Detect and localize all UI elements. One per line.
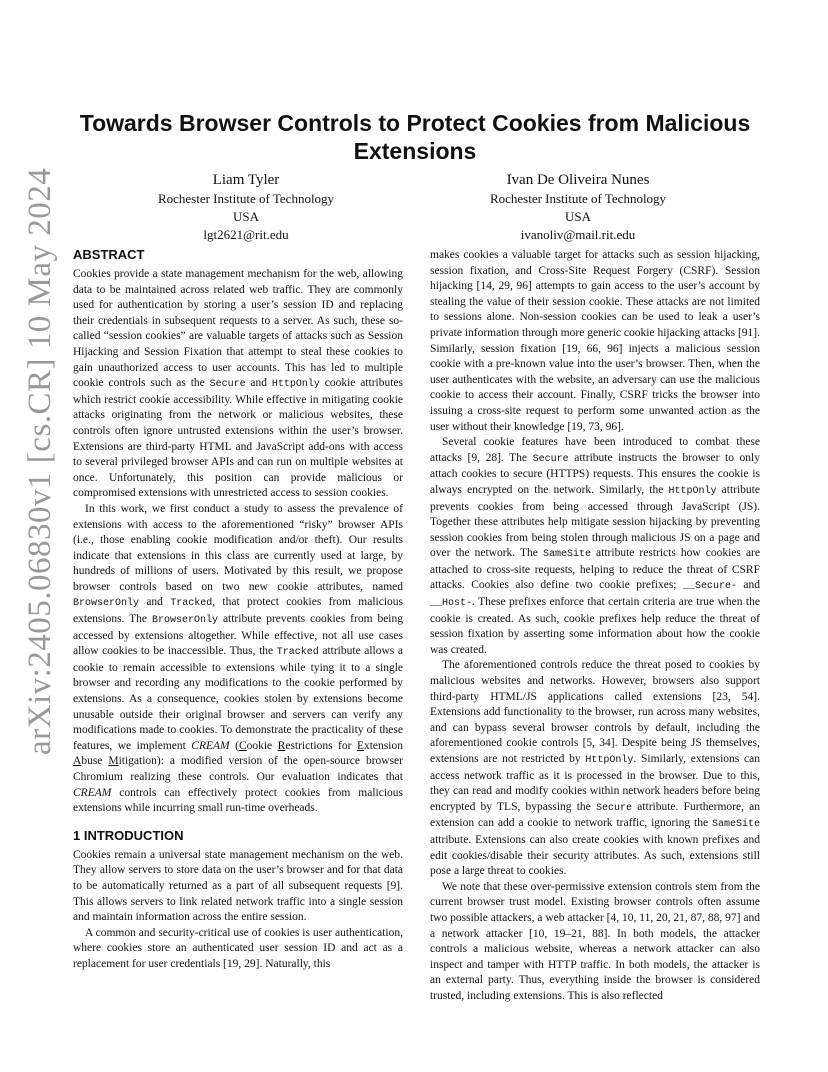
right-paragraph-1: makes cookies a valuable target for attacks such as session hijacking, session fixation, and Cross-Site Request Forgery (CSRF). Session hijacking [14, 29, 96] attempts to gain access to the user’s account by stealing the value of their session cookie. These attacks are not limited to sessions alone. Non-session cookies can be used to leak a user’s private information through more generic cookie hijacking attacks [91]. Similarly, session fixation [19, 66, 96] injects a malicious session cookie with a pre-known value into the user’s browser. Then, when the user authenticates with the website, an adversary can use the malicious cookie to access their account. Finally, CSRF tricks the browser into issuing a cross-site request to perform some unwanted action as the user without their knowledge [19, 73, 96]. bbox=[430, 249, 760, 433]
arxiv-id-text: arXiv:2405.06830v1 [cs.CR] 10 May 2024 bbox=[22, 167, 58, 755]
right-column bbox=[430, 248, 760, 1005]
paper-title: Towards Browser Controls to Protect Cookies from Malicious Extensions bbox=[79, 110, 751, 164]
author-name: Ivan De Oliveira Nunes bbox=[506, 172, 650, 188]
abstract-paragraph-2: In this work, we first conduct a study to assess the prevalence of extensions with access to the aforementioned “risky” browser APIs (i.e., those enabling cookie modification and/or theft). Our results indicate that extensions in this class are currently used at large, by hundreds of millions of users. Motivated by this result, we propose browser controls based on two new cookie attributes, named BrowserOnly and Tracked, that protect cookies from malicious extensions. The BrowserOnly attribute prevents cookies from being accessed by extensions altogether. While effective, not all use cases allow cookies to be inaccessible. Thus, the Tracked attribute allows a cookie to remain accessible to extensions while tying it to a single browser and recording any modifications to the cookie performed by extensions. As a consequence, cookies stolen by extensions become unusable outside their original browser and servers can verify any modifications made to cookies. To demonstrate the practicality of these features, we implement CREAM (Cookie Restrictions for Extension Abuse Mitigation): a modified version of the open-source browser Chromium realizing these controls. Our evaluation indicates that CREAM controls can effectively protect cookies from malicious extensions while incurring small run-time overheads. bbox=[73, 502, 404, 815]
arxiv-watermark bbox=[22, 167, 62, 755]
author-email: ivanoliv@mail.rit.edu bbox=[520, 227, 636, 242]
right-paragraph-2: Several cookie features have been introduced to combat these attacks [9, 28]. The Secure attribute instructs the browser to only attach cookies to secure (HTTPS) requests. This ensures the cookie is always encrypted on the network. Similarly, the HttpOnly attribute prevents cookies from being accessed through JavaScript (JS). Together these attributes help mitigate session hijacking by preventing session cookies from being stolen through malicious JS on a page and over the network. The SameSite attribute restricts how cookies are attached to cross-site requests, helping to reduce the threat of CSRF attacks. Cookies also define two cookie prefixes; __Secure- and __Host-. These prefixes enforce that certain criteria are true when the cookie is created. As such, cookie prefixes help reduce the threat of session fixation by asserting some information about how the cookie was created. bbox=[430, 436, 760, 656]
author-email: lgt2621@rit.edu bbox=[203, 227, 289, 242]
author-affiliation: Rochester Institute of Technology bbox=[157, 191, 335, 206]
right-paragraph-4: We note that these over-permissive extension controls stem from the current browser trust model. Existing browser controls often assume two possible attackers, a web attacker [4, 10, 11, 20, 21, 87, 88, 97] and a network attacker [10, 19–21, 88]. In both models, the attacker controls a malicious website, whereas a network attacker can also inspect and tamper with HTTP traffic. In both models, the attacker is an external party. Thus, everything inside the browser is considered trusted, including extensions. This is also reflected bbox=[430, 880, 760, 1002]
right-paragraph-3: The aforementioned controls reduce the threat posed to cookies by malicious websites and networks. However, browsers also support third-party HTML/JS applications called extensions [23, 54]. Extensions add functionality to the browser, run across many websites, and can bypass several browser controls by default, including the aforementioned cookie controls [5, 34]. Despite being JS themselves, extensions are not restricted by HttpOnly. Similarly, extensions can access network traffic as it is processed in the browser. Due to this, they can read and modify cookies within network headers before being encrypted by TLS, bypassing the Secure attribute. Furthermore, an extension can add a cookie to network traffic, ignoring the SameSite attribute. Extensions can also create cookies with known prefixes and edit cookies/disable their security attributes. As such, extensions still pose a large threat to cookies. bbox=[430, 659, 761, 878]
intro-paragraph-2: A common and security-critical use of cookies is user authentication, where cookies store an authenticated user session ID and act as a replacement for user credentials [19, 29]. Naturally, this bbox=[73, 926, 403, 970]
author-country: USA bbox=[564, 209, 591, 224]
abstract-heading: ABSTRACT bbox=[73, 247, 145, 262]
intro-paragraph-1: Cookies remain a universal state management mechanism on the web. They allow servers to store data on the user’s browser and for that data to be automatically returned as a part of all subsequent requests [9]. This allows servers to link related network traffic into a single session and maintain information across the entire session. bbox=[73, 848, 403, 924]
author-country: USA bbox=[232, 209, 259, 224]
introduction-heading: 1 INTRODUCTION bbox=[73, 827, 184, 843]
left-column bbox=[73, 246, 403, 973]
author-name: Liam Tyler bbox=[212, 172, 280, 188]
author-affiliation: Rochester Institute of Technology bbox=[489, 191, 667, 206]
author-block-1 bbox=[96, 170, 396, 244]
abstract-paragraph-1: Cookies provide a state management mechanism for the web, allowing data to be maintained across related web traffic. They are commonly used for authentication by storing a user’s session ID and replacing their credentials in subsequent requests to a server. As such, these so-called “session cookies” are valuable targets of attacks such as Session Hijacking and Session Fixation that attempt to steal these cookies to gain unauthorized access to user accounts. This has led to multiple cookie controls such as the Secure and HttpOnly cookie attributes which restrict cookie accessibility. While effective in mitigating cookie attacks originating from the network or malicious websites, these controls often ignore untrusted extensions within the user’s browser. Extensions are third-party HTML and JavaScript add-ons with access to several privileged browser APIs and can run on multiple websites at once. Unfortunately, this position can provide malicious or compromised extensions with unrestricted access to session cookies. bbox=[73, 268, 404, 500]
author-block-2 bbox=[428, 170, 728, 244]
